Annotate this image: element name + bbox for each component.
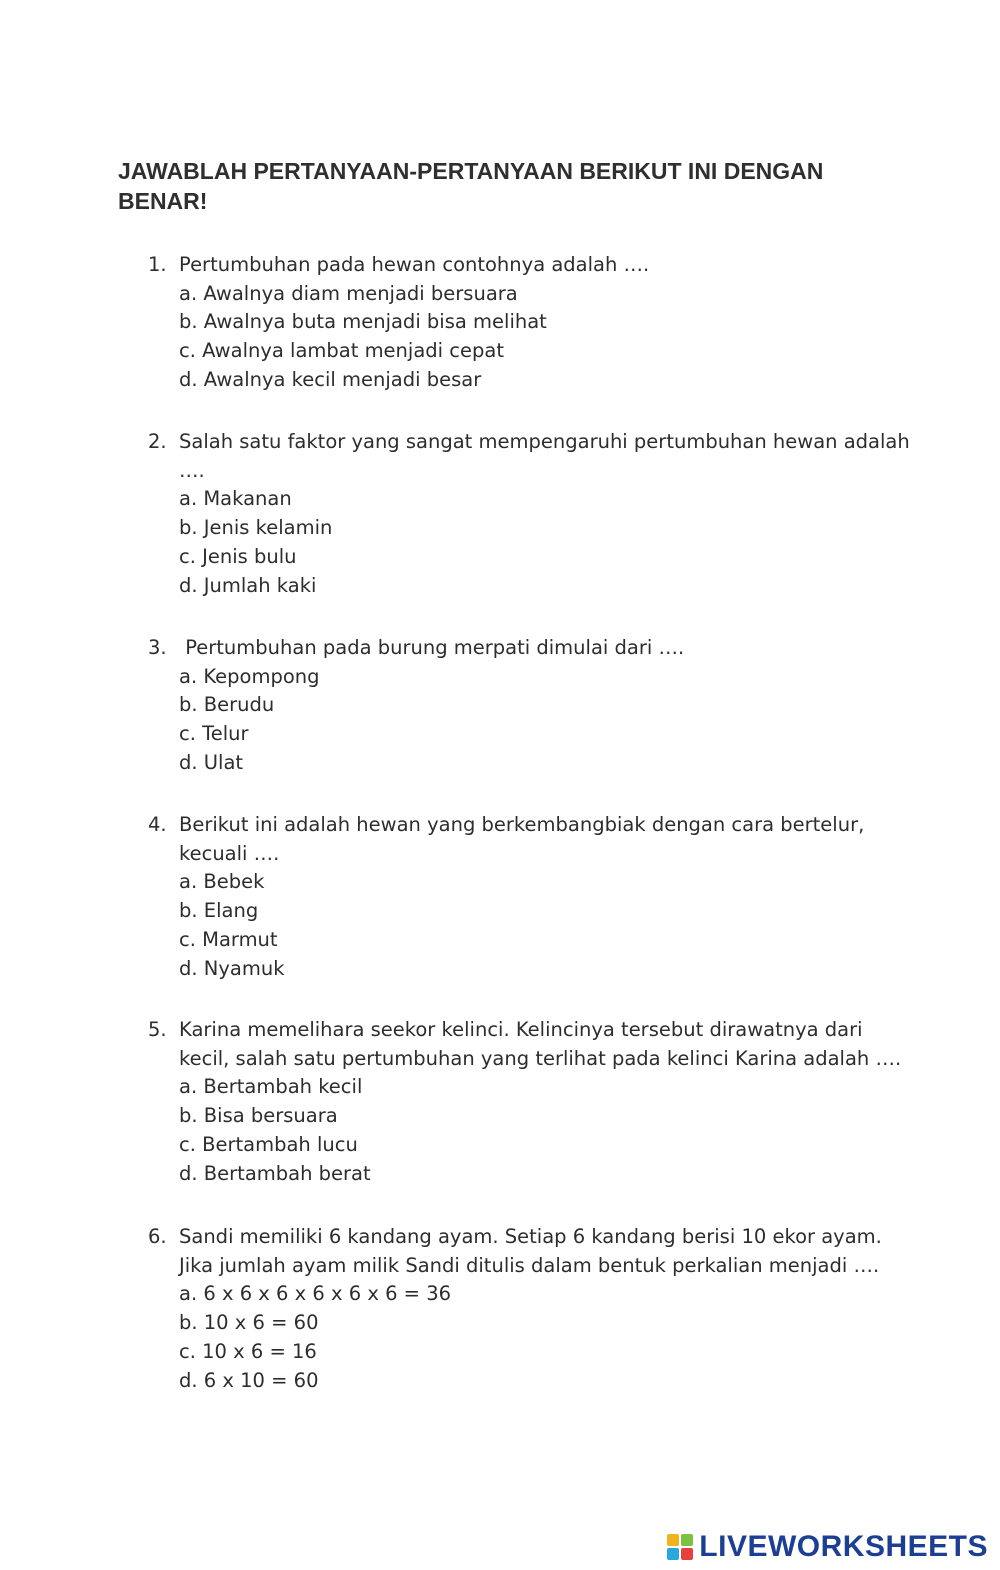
question-3 xyxy=(148,634,918,778)
option-list xyxy=(148,868,918,983)
option-a: a. Kepompong xyxy=(179,664,320,688)
logo-square-icon xyxy=(667,1534,679,1546)
option-a: a. Bertambah kecil xyxy=(179,1075,363,1099)
question-number: 5. xyxy=(148,1018,167,1041)
option-d: d. Nyamuk xyxy=(179,956,285,980)
option-b: b. 10 x 6 = 60 xyxy=(179,1311,319,1335)
logo-text: LIVEWORKSHEETS xyxy=(699,1530,988,1563)
option-list xyxy=(148,485,918,600)
option-d: d. Bertambah berat xyxy=(179,1161,371,1185)
liveworksheets-logo[interactable] xyxy=(667,1530,988,1564)
question-text: Sandi memiliki 6 kandang ayam. Setiap 6 kandang berisi 10 ekor ayam. Jika jumlah ayam milik Sandi ditulis dalam bentuk perkalian menjadi …. xyxy=(179,1225,895,1277)
logo-square-icon xyxy=(667,1548,679,1560)
question-text: Berikut ini adalah hewan yang berkembangbiak dengan cara bertelur, kecuali …. xyxy=(179,813,871,865)
option-b: b. Bisa bersuara xyxy=(179,1104,338,1128)
option-list xyxy=(148,1280,918,1395)
option-list xyxy=(148,280,918,395)
question-5 xyxy=(148,1016,918,1188)
page-title: JAWABLAH PERTANYAAN-PERTANYAAN BERIKUT INI DENGAN BENAR! xyxy=(118,158,824,214)
option-a: a. 6 x 6 x 6 x 6 x 6 x 6 = 36 xyxy=(179,1282,452,1306)
question-number: 4. xyxy=(148,813,167,836)
question-text: Pertumbuhan pada hewan contohnya adalah …. xyxy=(179,253,650,276)
option-b: b. Awalnya buta menjadi bisa melihat xyxy=(179,310,547,334)
option-d: d. Awalnya kecil menjadi besar xyxy=(179,367,482,391)
option-list xyxy=(148,1073,918,1188)
question-2 xyxy=(148,428,918,600)
option-a: a. Makanan xyxy=(179,487,292,511)
option-b: b. Elang xyxy=(179,899,259,923)
option-c: c. Telur xyxy=(179,722,249,746)
question-number: 6. xyxy=(148,1225,167,1248)
question-1 xyxy=(148,251,918,395)
option-b: b. Jenis kelamin xyxy=(179,516,333,540)
option-d: d. Jumlah kaki xyxy=(179,573,317,597)
option-c: c. 10 x 6 = 16 xyxy=(179,1339,317,1363)
option-c: c. Bertambah lucu xyxy=(179,1132,358,1156)
question-number: 1. xyxy=(148,253,167,276)
option-a: a. Bebek xyxy=(179,870,265,894)
question-text: Pertumbuhan pada burung merpati dimulai dari …. xyxy=(179,636,685,659)
logo-square-icon xyxy=(681,1534,693,1546)
option-c: c. Jenis bulu xyxy=(179,544,297,568)
option-a: a. Awalnya diam menjadi bersuara xyxy=(179,281,518,305)
option-c: c. Marmut xyxy=(179,927,278,951)
liveworksheets-logo-icon xyxy=(667,1534,693,1560)
logo-square-icon xyxy=(681,1548,693,1560)
question-text: Karina memelihara seekor kelinci. Kelincinya tersebut dirawatnya dari kecil, salah satu pertumbuhan yang terlihat pada kelinci Karina adalah …. xyxy=(179,1018,902,1070)
question-number: 2. xyxy=(148,430,167,453)
option-b: b. Berudu xyxy=(179,693,275,717)
question-6 xyxy=(148,1223,918,1395)
option-c: c. Awalnya lambat menjadi cepat xyxy=(179,339,504,363)
option-d: d. 6 x 10 = 60 xyxy=(179,1368,319,1392)
question-number: 3. xyxy=(148,636,167,659)
question-text: Salah satu faktor yang sangat mempengaruhi pertumbuhan hewan adalah …. xyxy=(179,430,916,482)
option-d: d. Ulat xyxy=(179,750,244,774)
option-list xyxy=(148,663,918,778)
question-4 xyxy=(148,811,918,983)
